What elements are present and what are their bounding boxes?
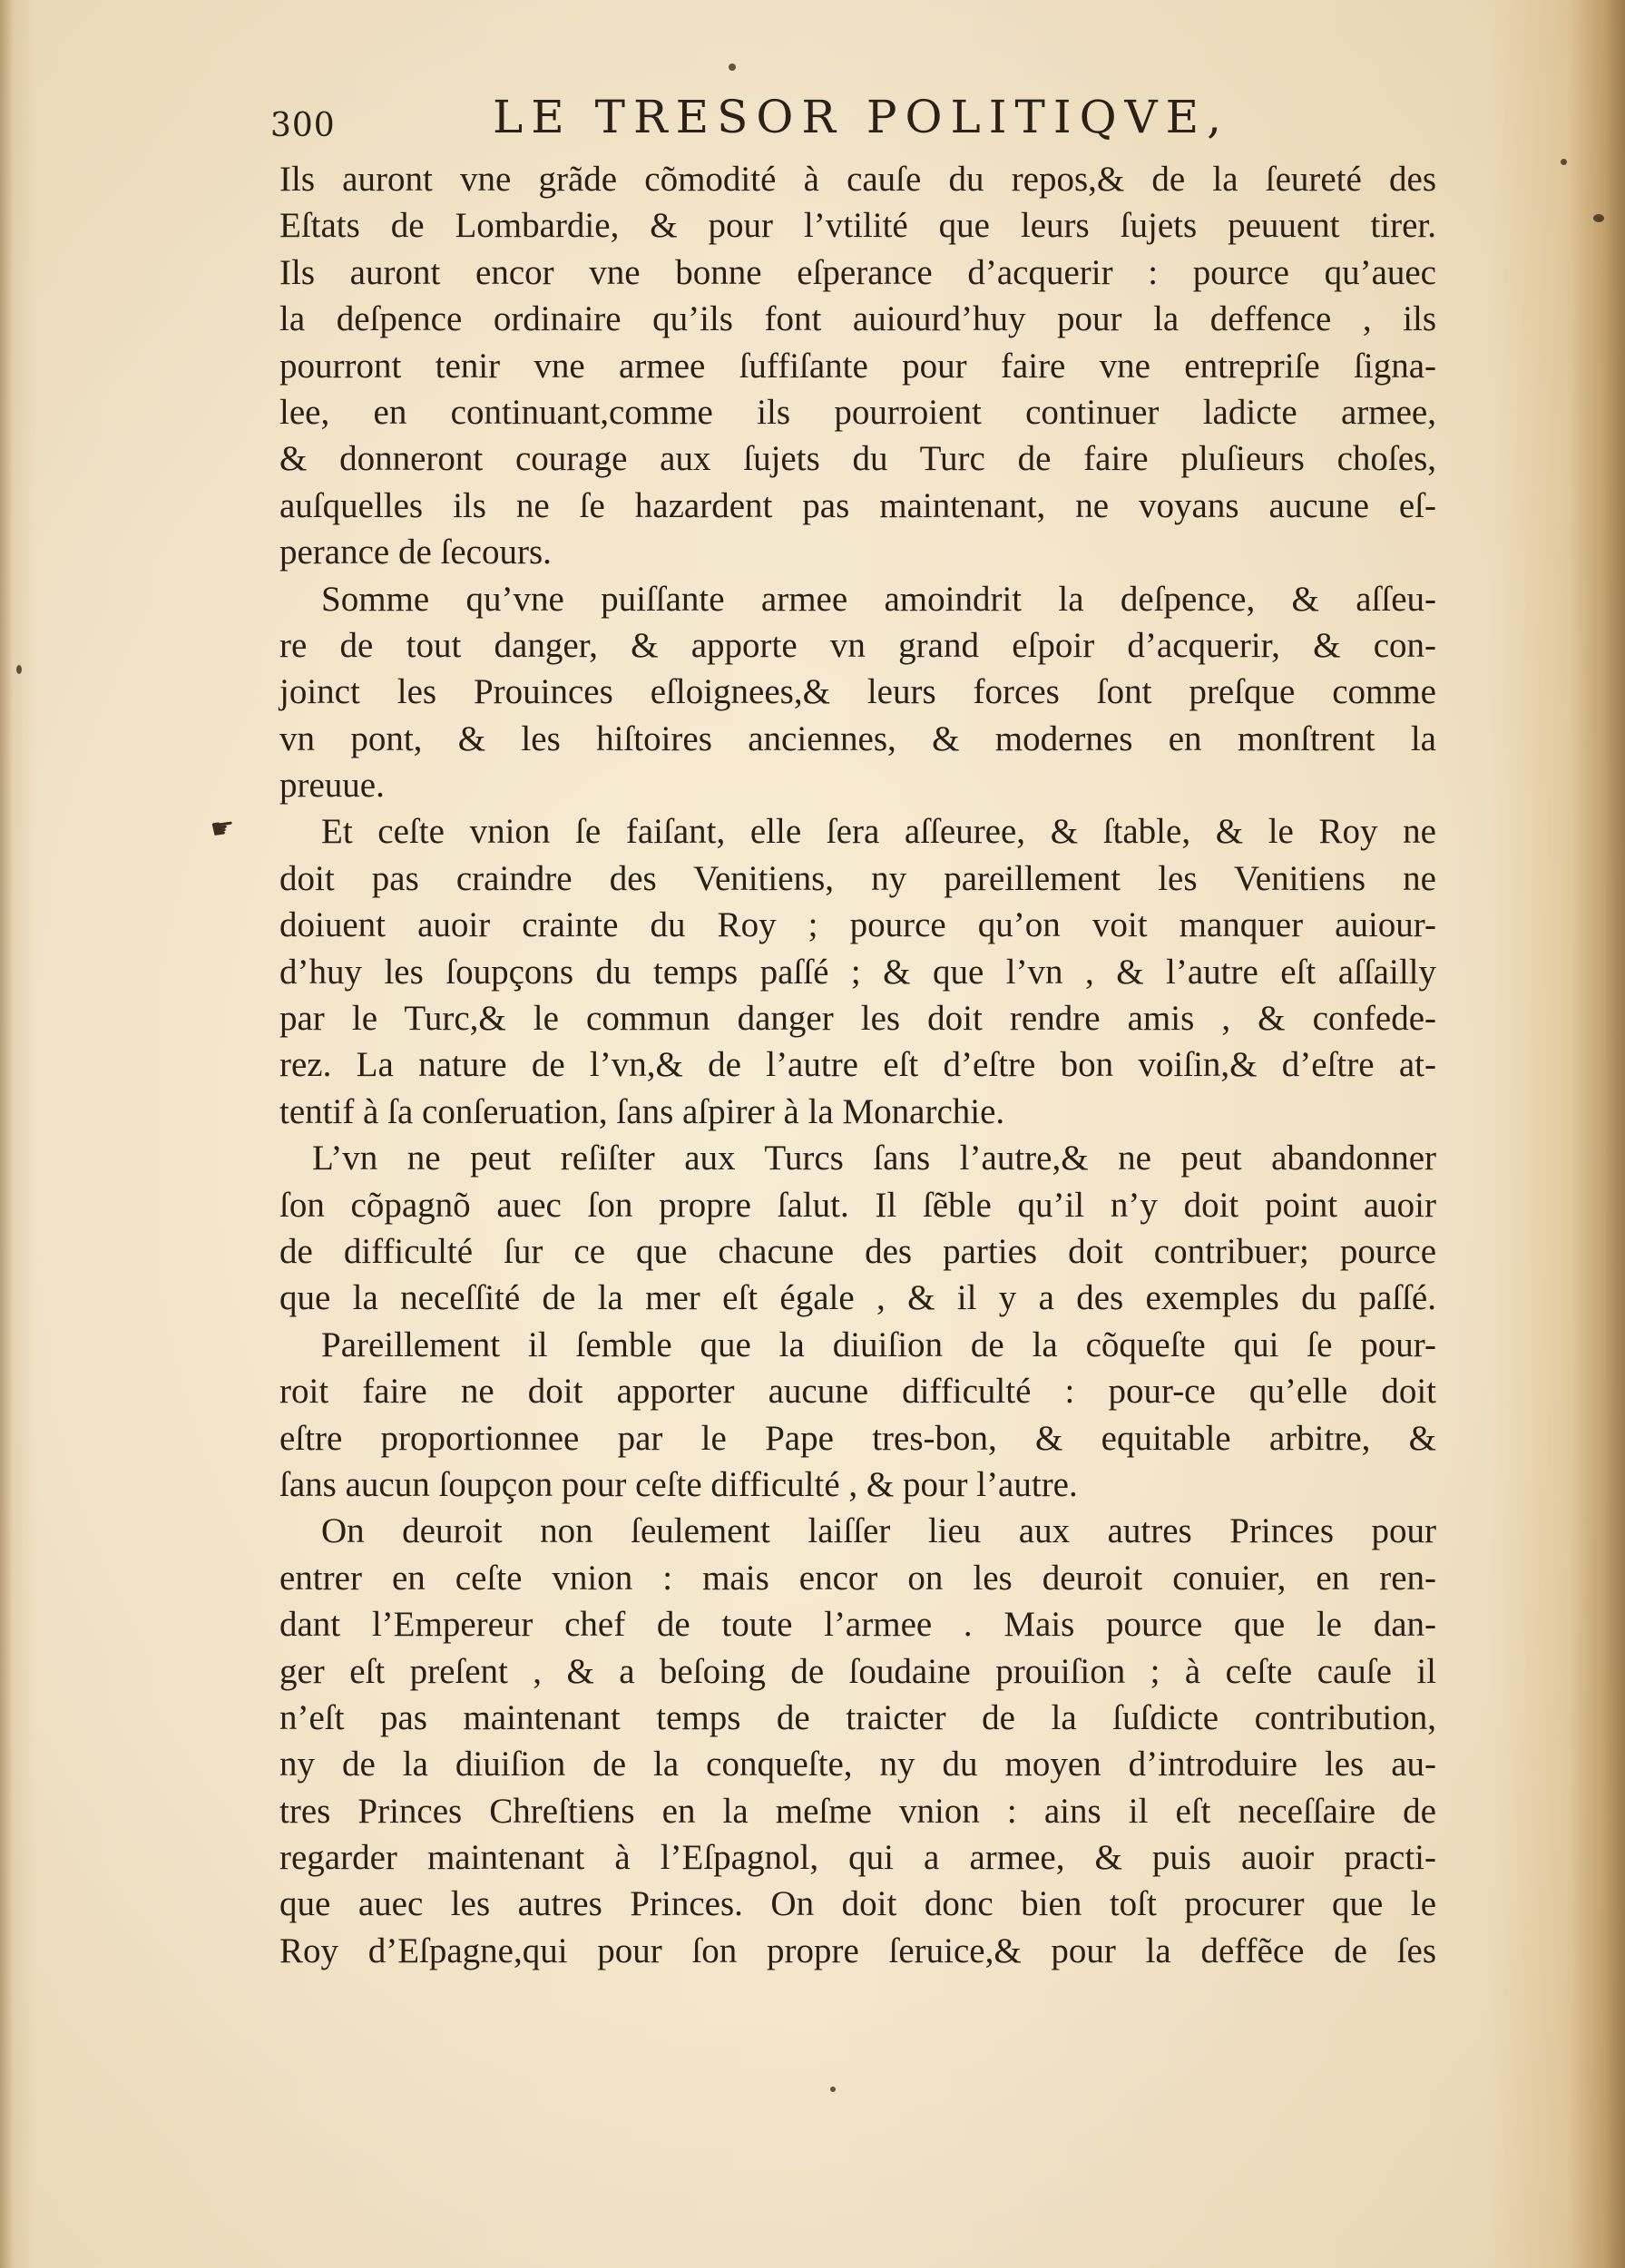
ink-spot-marker xyxy=(830,2087,836,2092)
pointing-hand-icon: ☛ xyxy=(208,811,238,846)
text-line: Pareillement il ſemble que la diuiſion de la cõqueſte qui ſe pour- xyxy=(321,1325,1436,1364)
text-line: & donneront courage aux ſujets du Turc de faire pluſieurs choſes, xyxy=(279,439,1436,479)
text-line: joinct les Prouinces eſloignees,& leurs forces ſont preſque comme xyxy=(279,672,1436,712)
text-line: tentif à ſa conſeruation, ſans aſpirer à la Monarchie. xyxy=(279,1091,1005,1131)
text-line: dant l’Empereur chef de toute l’armee . Mais pource que le dan- xyxy=(279,1605,1436,1645)
text-line: Et ceſte vnion ſe faiſant, elle ſera aſſeuree, & ſtable, & le Roy ne xyxy=(321,812,1436,852)
text-line: doiuent auoir crainte du Roy ; pource qu’on voit manquer auiour- xyxy=(279,905,1436,945)
ink-spot-marker xyxy=(729,64,736,71)
text-line: d’huy les ſoupçons du temps paſſé ; & que l’vn , & l’autre eſt aſſailly xyxy=(279,952,1436,992)
text-line: la deſpence ordinaire qu’ils font auiourd’huy pour la deffence , ils xyxy=(279,299,1436,339)
text-line: ger eſt preſent , & a beſoing de ſoudaine prouiſion ; à ceſte cauſe il xyxy=(279,1651,1436,1691)
text-line: eſtre proportionnee par le Pape tres-bon, & equitable arbitre, & xyxy=(279,1418,1436,1458)
text-line: Ils auront encor vne bonne eſperance d’acquerir : pource qu’auec xyxy=(279,252,1436,292)
ink-spot-marker xyxy=(1593,214,1604,222)
text-line: Ils auront vne grãde cõmodité à cauſe du repos,& de la ſeureté des xyxy=(279,160,1436,199)
text-line: preuue. xyxy=(279,766,385,806)
text-line: entrer en ceſte vnion : mais encor on les deuroit conuier, en ren- xyxy=(279,1558,1436,1598)
text-line: vn pont, & les hiſtoires anciennes, & modernes en monſtrent la xyxy=(279,719,1436,758)
text-line: tres Princes Chreſtiens en la meſme vnion : ains il eſt neceſſaire de xyxy=(279,1791,1436,1831)
text-line: auſquelles ils ne ſe hazardent pas maintenant, ne voyans aucune eſ- xyxy=(279,485,1436,525)
page-number: 300 xyxy=(270,107,336,144)
page-right-binding-shadow xyxy=(1571,0,1625,2268)
ink-spot-marker xyxy=(1561,159,1567,165)
text-line: ny de la diuiſion de la conqueſte, ny du moyen d’introduire les au- xyxy=(279,1745,1436,1784)
page-left-shadow xyxy=(0,0,13,2268)
text-line: perance de ſecours. xyxy=(279,533,552,572)
text-line: de difficulté ſur ce que chacune des parties doit contribuer; pource xyxy=(279,1231,1436,1271)
text-line: par le Turc,& le commun danger les doit rendre amis , & confede- xyxy=(279,999,1436,1039)
text-line: que auec les autres Princes. On doit donc bien toſt procurer que le xyxy=(279,1884,1436,1924)
text-line: regarder maintenant à l’Eſpagnol, qui a armee, & puis auoir practi- xyxy=(279,1838,1436,1878)
text-line: On deuroit non ſeulement laiſſer lieu aux autres Princes pour xyxy=(321,1511,1436,1551)
text-line: doit pas craindre des Venitiens, ny pareillement les Venitiens ne xyxy=(279,858,1436,898)
text-line: ſon cõpagnõ auec ſon propre ſalut. Il ſẽble qu’il n’y doit point auoir xyxy=(279,1185,1436,1225)
text-line: L’vn ne peut reſiſter aux Turcs ſans l’autre,& ne peut abandonner xyxy=(312,1139,1436,1178)
text-line: n’eſt pas maintenant temps de traicter de la ſuſdicte contribution, xyxy=(279,1697,1436,1737)
text-line: pourront tenir vne armee ſuffiſante pour faire vne entrepriſe ſigna- xyxy=(279,346,1436,386)
page-header xyxy=(270,87,1450,151)
body-text xyxy=(279,156,1436,1974)
text-line: Roy d’Eſpagne,qui pour ſon propre ſeruice,& pour la deffẽce de ſes xyxy=(279,1931,1436,1970)
text-line: re de tout danger, & apporte vn grand eſpoir d’acquerir, & con- xyxy=(279,625,1436,665)
ink-spot-marker xyxy=(16,665,22,674)
running-title: LE TRESOR POLITIQVE, xyxy=(493,91,1230,143)
text-line: lee, en continuant,comme ils pourroient continuer ladicte armee, xyxy=(279,392,1436,432)
text-line: ſans aucun ſoupçon pour ceſte difficulté , & pour l’autre. xyxy=(279,1464,1078,1504)
text-line: roit faire ne doit apporter aucune difficulté : pour-ce qu’elle doit xyxy=(279,1372,1436,1412)
text-line: que la neceſſité de la mer eſt égale , & il y a des exemples du paſſé. xyxy=(279,1278,1436,1318)
text-line: rez. La nature de l’vn,& de l’autre eſt d’eſtre bon voiſin,& d’eſtre at- xyxy=(279,1045,1436,1085)
text-line: Eſtats de Lombardie, & pour l’vtilité que leurs ſujets peuuent tirer. xyxy=(279,206,1436,246)
text-line: Somme qu’vne puiſſante armee amoindrit la deſpence, & aſſeu- xyxy=(321,579,1436,619)
